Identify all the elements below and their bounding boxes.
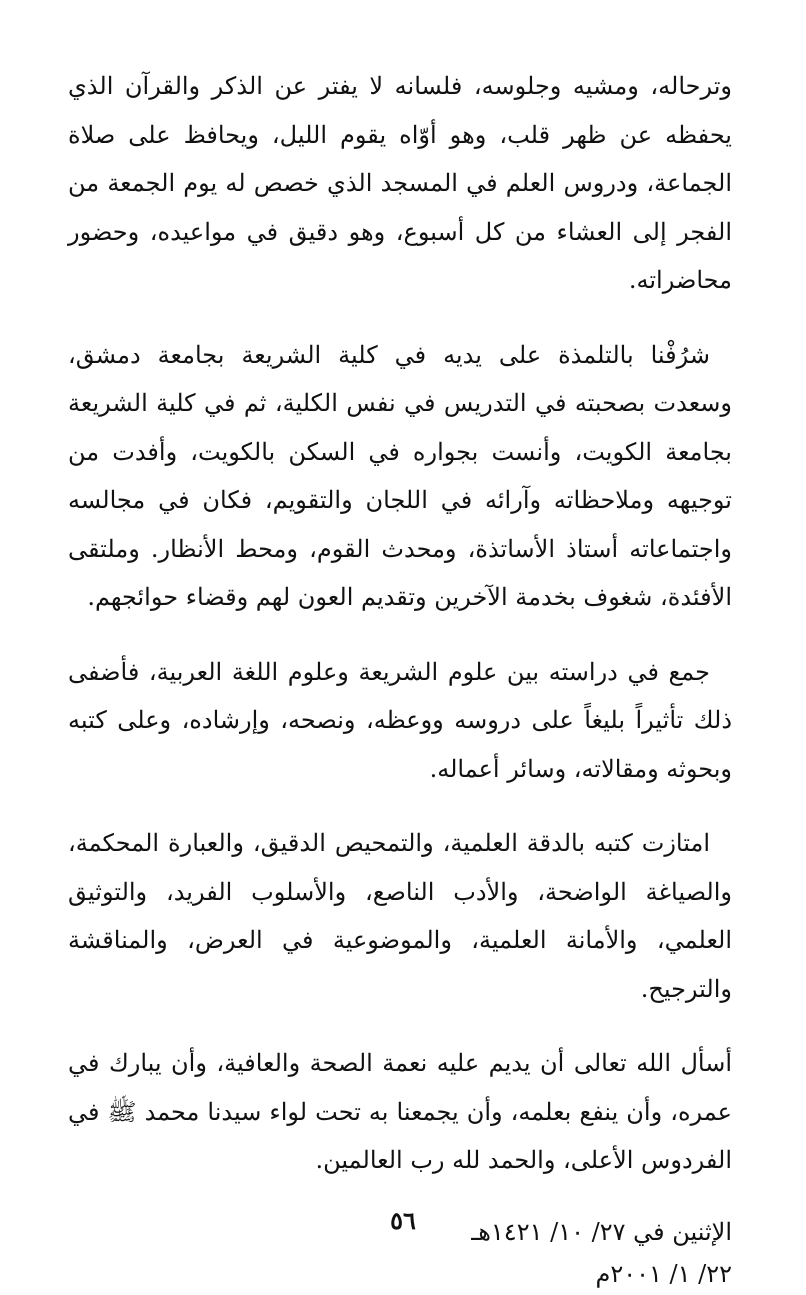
- page-body: [68, 62, 732, 1295]
- paragraph-3: جمع في دراسته بين علوم الشريعة وعلوم اللغة العربية، فأضفى ذلك تأثيراً بليغاً على دروسه ووعظه، ونصحه، وإرشاده، وعلى كتبه وبحوثه ومقالاته، وسائر أعماله.: [68, 657, 733, 783]
- paragraph-1: وترحاله، ومشيه وجلوسه، فلسانه لا يفتر عن الذكر والقرآن الذي يحفظه عن ظهر قلب، وهو أوّاه يقوم الليل، ويحافظ على صلاة الجماعة، ودروس العلم في المسجد الذي خصص له يوم الجمعة من الفجر إلى العشاء من كل أسبوع، وهو دقيق في مواعيده، وحضور محاضراته.: [68, 72, 732, 294]
- paragraph-4: امتازت كتبه بالدقة العلمية، والتمحيص الدقيق، والعبارة المحكمة، والصياغة الواضحة، والأدب الناصع، والأسلوب الفريد، والتوثيق العلمي، والأمانة العلمية، والموضوعية في العرض، والمناقشة والترجيح.: [68, 829, 732, 1003]
- page-number: ٥٦: [390, 1206, 416, 1235]
- hijri-date: الإثنين في ٢٧/ ١٠/ ١٤٢١هـ: [471, 1217, 732, 1246]
- paragraph-2: شرُفْنا بالتلمذة على يديه في كلية الشريعة بجامعة دمشق، وسعدت بصحبته في التدريس في نفس الكلية، ثم في كلية الشريعة بجامعة الكويت، وأنست بجواره في السكن بالكويت، وأفدت من توجيهه وملاحظاته وآرائه في اللجان والتقويم، فكان في مجالسه واجتماعاته أستاذ الأساتذة، ومحدث القوم، ومحط الأنظار. وملتقى الأفئدة، شغوف بخدمة الآخرين وتقديم العون لهم وقضاء حوائجهم.: [68, 340, 732, 611]
- gregorian-date: ٢٢/ ١/ ٢٠٠١م: [595, 1259, 732, 1288]
- paragraph-5: أسأل الله تعالى أن يديم عليه نعمة الصحة والعافية، وأن يبارك في عمره، وأن ينفع بعلمه، وأن يجمعنا به تحت لواء سيدنا محمد ﷺ في الفردوس الأعلى، والحمد لله رب العالمين.: [68, 1049, 732, 1174]
